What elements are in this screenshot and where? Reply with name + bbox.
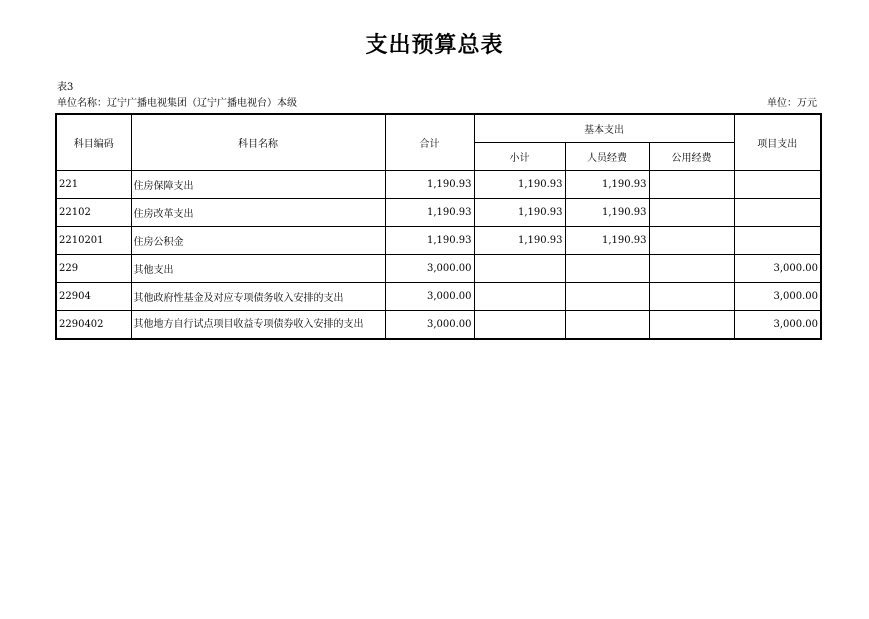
row-personnel: [565, 255, 649, 283]
unit-name: 单位名称：辽宁广播电视集团（辽宁广播电视台）本级: [57, 98, 297, 109]
row-subtotal: 1,190.93: [474, 227, 565, 255]
row-project: 3,000.00: [734, 255, 821, 283]
row-total: 3,000.00: [385, 311, 474, 340]
row-public: [649, 255, 734, 283]
row-total: 1,190.93: [385, 171, 474, 199]
row-personnel: 1,190.93: [565, 227, 649, 255]
header-subtotal: 小计: [474, 143, 565, 171]
table-row: [56, 227, 821, 255]
header-project: 项目支出: [734, 114, 821, 171]
unit-label: 单位：万元: [767, 98, 817, 109]
row-name: 其他地方自行试点项目收益专项债券收入安排的支出: [131, 311, 385, 340]
row-total: 3,000.00: [385, 255, 474, 283]
budget-table: [55, 113, 822, 340]
row-name: 住房改革支出: [131, 199, 385, 227]
header-total: 合计: [385, 114, 474, 171]
row-public: [649, 311, 734, 340]
row-project: [734, 171, 821, 199]
row-project: [734, 199, 821, 227]
row-project: 3,000.00: [734, 283, 821, 311]
row-subtotal: 1,190.93: [474, 171, 565, 199]
table-row: [56, 311, 821, 340]
table-row: [56, 283, 821, 311]
row-personnel: [565, 283, 649, 311]
row-code: 22102: [56, 199, 131, 227]
header-basic: 基本支出: [474, 114, 734, 143]
row-project: 3,000.00: [734, 311, 821, 340]
header-code: 科目编码: [56, 114, 131, 171]
row-total: 1,190.93: [385, 227, 474, 255]
row-subtotal: [474, 283, 565, 311]
row-code: 2210201: [56, 227, 131, 255]
row-name: 住房公积金: [131, 227, 385, 255]
row-personnel: 1,190.93: [565, 199, 649, 227]
row-project: [734, 227, 821, 255]
table-row: [56, 199, 821, 227]
header-name: 科目名称: [131, 114, 385, 171]
row-public: [649, 171, 734, 199]
row-name: 住房保障支出: [131, 171, 385, 199]
row-subtotal: [474, 255, 565, 283]
row-personnel: 1,190.93: [565, 171, 649, 199]
row-code: 221: [56, 171, 131, 199]
row-subtotal: 1,190.93: [474, 199, 565, 227]
row-code: 229: [56, 255, 131, 283]
table-number: 表3: [57, 82, 74, 93]
table-row: [56, 255, 821, 283]
row-personnel: [565, 311, 649, 340]
row-total: 1,190.93: [385, 199, 474, 227]
header-public: 公用经费: [649, 143, 734, 171]
row-public: [649, 227, 734, 255]
row-name: 其他政府性基金及对应专项债务收入安排的支出: [131, 283, 385, 311]
row-subtotal: [474, 311, 565, 340]
row-code: 2290402: [56, 311, 131, 340]
row-public: [649, 283, 734, 311]
row-name: 其他支出: [131, 255, 385, 283]
row-code: 22904: [56, 283, 131, 311]
row-total: 3,000.00: [385, 283, 474, 311]
header-personnel: 人员经费: [565, 143, 649, 171]
page-title: 支出预算总表: [365, 33, 504, 58]
row-public: [649, 199, 734, 227]
table-row: [56, 171, 821, 199]
